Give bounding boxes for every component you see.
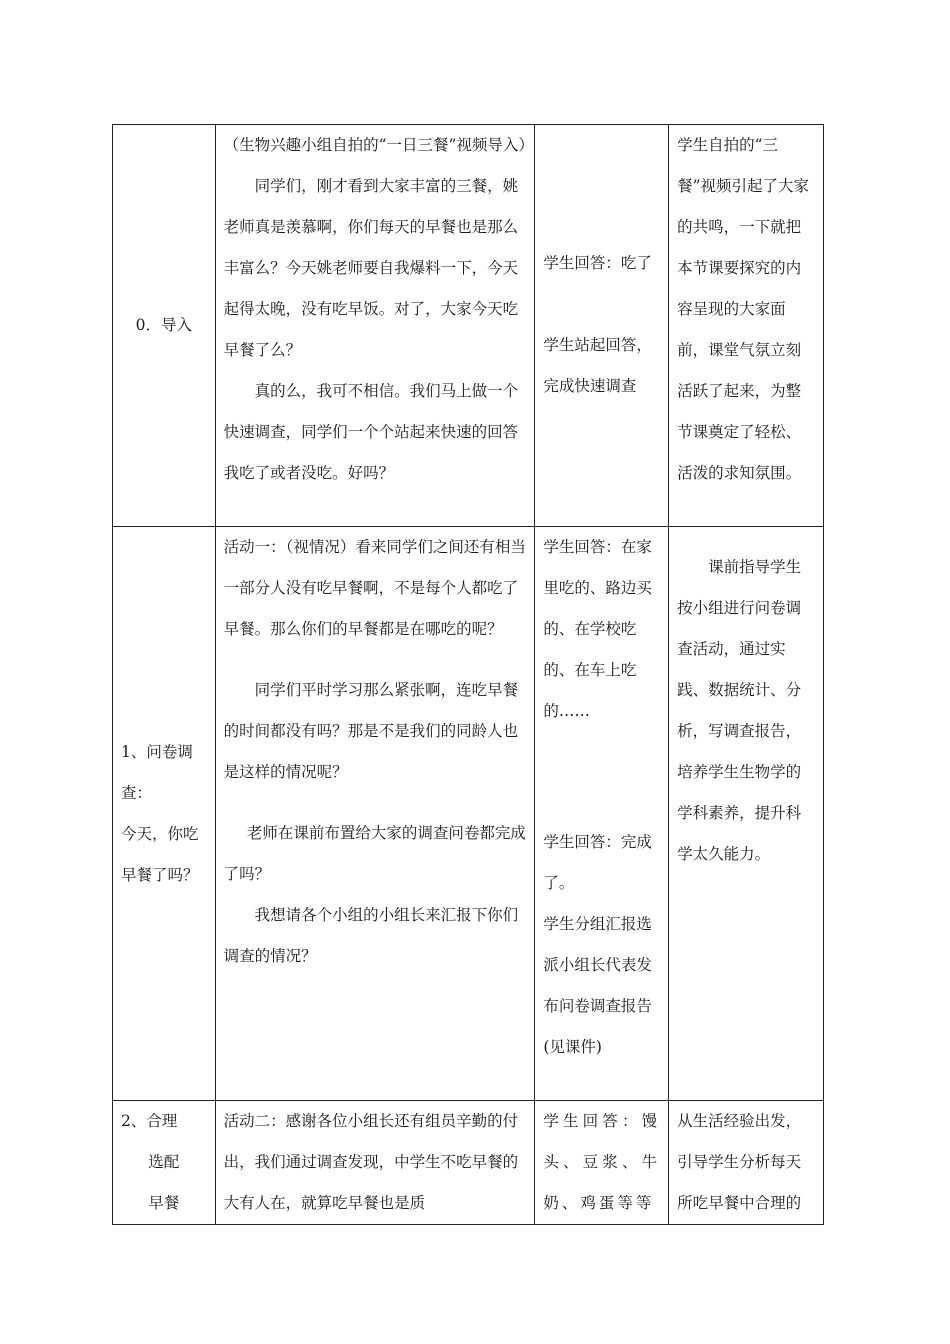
table-row (113, 1101, 824, 1225)
student-text: 学生回答：完成了。 (543, 833, 652, 892)
table-row (113, 125, 824, 527)
design-intent-cell (669, 527, 824, 1101)
teacher-text: 同学们平时学习那么紧张啊，连吃早餐的时间都没有吗？那是不是我们的同龄人也是这样的情况呢？ (223, 681, 519, 781)
teacher-text: 同学们，刚才看到大家丰富的三餐，姚老师真是羡慕啊，你们每天的早餐也是那么丰富么？今天姚老师要自我爆料一下，今天起得太晚，没有吃早饭。对了，大家今天吃早餐了么？ (223, 177, 519, 359)
stage-label: 0．导入 (135, 316, 192, 334)
stage-cell (113, 125, 216, 527)
teacher-activity-cell (215, 527, 535, 1101)
teacher-text: 我想请各个小组的小组长来汇报下你们调查的情况？ (223, 906, 519, 965)
student-activity-cell (535, 527, 669, 1101)
student-text: 学生回答：吃了 (543, 254, 652, 272)
intent-text: 从生活经验出发，引导学生分析每天所吃早餐中合理的 (677, 1112, 802, 1212)
student-text: 学生回答：在家里吃的、路边买的、在学校吃的、在车上吃的…… (543, 538, 652, 720)
teacher-text: （生物兴趣小组自拍的“一日三餐”视频导入） (223, 136, 534, 154)
stage-label: 2、合理 (121, 1112, 178, 1130)
design-intent-cell (669, 125, 824, 527)
lesson-plan-table (112, 124, 824, 1225)
teacher-text: 活动二：感谢各位小组长还有组员辛勤的付出，我们通过调查发现，中学生不吃早餐的大有人在，就算吃早餐也是质 (223, 1112, 519, 1212)
stage-label: 早餐 (148, 1194, 180, 1212)
stage-label: 今天，你吃早餐了吗？ (121, 824, 199, 884)
student-text: 学生回答：馒头、豆浆、牛奶、鸡蛋等等 (543, 1112, 661, 1212)
intent-text: 学生自拍的“三餐”视频引起了大家的共鸣，一下就把本节课要探究的内容呈现的大家面前，课堂气氛立刻活跃了起来，为整节课奠定了轻松、活泼的求知氛围。 (677, 136, 810, 482)
teacher-activity-cell (215, 125, 535, 527)
stage-cell (113, 527, 216, 1101)
student-text: 学生分组汇报选派小组长代表发布问卷调查报告(见课件) (543, 915, 652, 1056)
design-intent-cell (669, 1101, 824, 1225)
student-activity-cell (535, 1101, 669, 1225)
intent-text: 课前指导学生按小组进行问卷调查活动，通过实践、数据统计、分析，写调查报告，培养学生生物学的学科素养，提升科学太久能力。 (677, 558, 802, 863)
teacher-text: 真的么，我可不相信。我们马上做一个快速调查，同学们一个个站起来快速的回答我吃了或者没吃。好吗？ (223, 382, 519, 482)
table-row (113, 527, 824, 1101)
stage-label: 选配 (148, 1153, 180, 1171)
teacher-activity-cell (215, 1101, 535, 1225)
student-activity-cell (535, 125, 669, 527)
teacher-text: 老师在课前布置给大家的调查问卷都完成了吗？ (223, 824, 526, 883)
student-text: 学生站起回答，完成快速调查 (543, 336, 652, 395)
teacher-text: 活动一：（视情况）看来同学们之间还有相当一部分人没有吃早餐啊，不是每个人都吃了早餐。那么你们的早餐都是在哪吃的呢？ (223, 538, 526, 638)
stage-cell (113, 1101, 216, 1225)
stage-label: 1、问卷调查： (121, 742, 193, 802)
